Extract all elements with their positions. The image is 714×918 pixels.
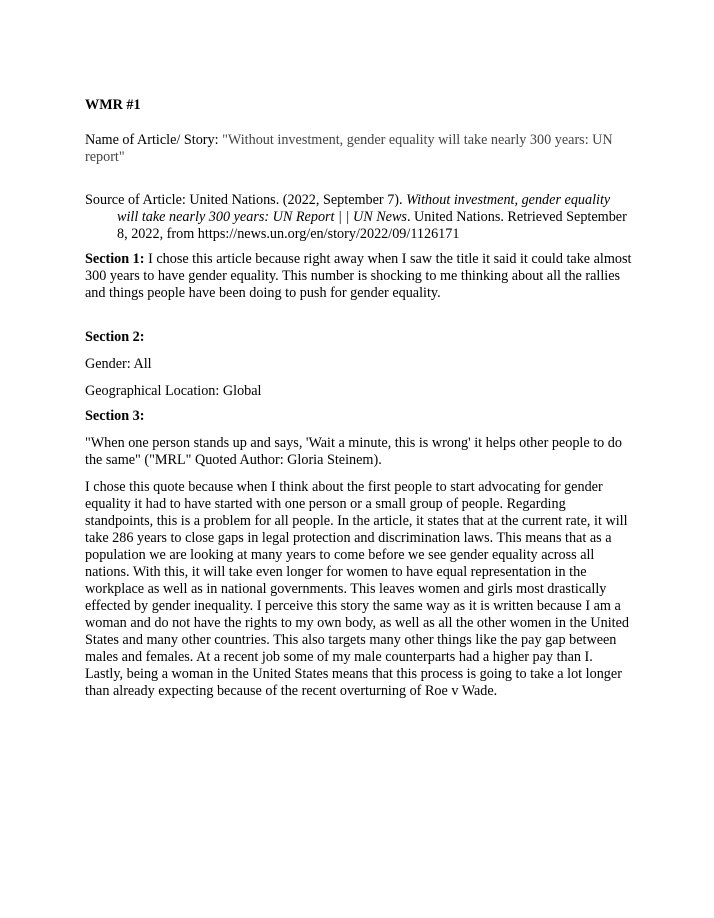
- section-1-heading: Section 1:: [85, 251, 145, 267]
- article-name-value: "Without investment, gender equality will take nearly 300 years: UN report": [85, 132, 613, 165]
- document-page: [85, 97, 633, 700]
- article-source: [85, 192, 633, 243]
- section-2-gender: Gender: All: [85, 356, 152, 372]
- section-3-quote: "When one person stands up and says, 'Wait a minute, this is wrong' it helps other people to do the same" ("MRL" Quoted Author: Gloria Steinem).: [85, 435, 622, 468]
- section-1-paragraph: [85, 251, 633, 302]
- article-name: [85, 132, 633, 166]
- article-name-label: Name of Article/ Story:: [85, 132, 223, 148]
- section-1-text: I chose this article because right away when I saw the title it said it could take almost 300 years to have gender equality. This number is shocking to me thinking about all the rallies and things people have been doing to push for gender equality.: [85, 251, 632, 301]
- section-3-body: I chose this quote because when I think about the first people to start advocating for gender equality it had to have started with one person or a small group of people. Regarding standpoints, this is a problem for all people. In the article, it states that at the current rate, it will take 286 years to close gaps in legal protection and discrimination laws. This means that as a population we are looking at many years to come before we see gender equality across all nations. With this, it will take even longer for women to have equal representation in the workplace as well as in national governments. This leaves women and girls most drastically effected by gender inequality. I perceive this story the same way as it is written because I am a woman and do not have the rights to my own body, as well as all the other women in the United States and many other countries. This also targets many other things like the pay gap between males and females. At a recent job some of my male counterparts had a higher pay than I. Lastly, being a woman in the United States means that this process is going to take a lot longer than already expecting because of the recent overturning of Roe v Wade.: [85, 479, 630, 699]
- source-title: Without investment, gender equality will take nearly 300 years: UN Report | | UN News: [117, 192, 611, 225]
- section-2-heading: Section 2:: [85, 329, 145, 345]
- document-title: WMR #1: [85, 97, 141, 113]
- section-2-location: Geographical Location: Global: [85, 383, 262, 399]
- section-3-heading: Section 3:: [85, 408, 145, 424]
- source-suffix: . United Nations. Retrieved September 8, 2022, from https://news.un.org/en/story/2022/09/1126171: [117, 209, 627, 242]
- source-prefix: Source of Article: United Nations. (2022, September 7).: [85, 192, 407, 208]
